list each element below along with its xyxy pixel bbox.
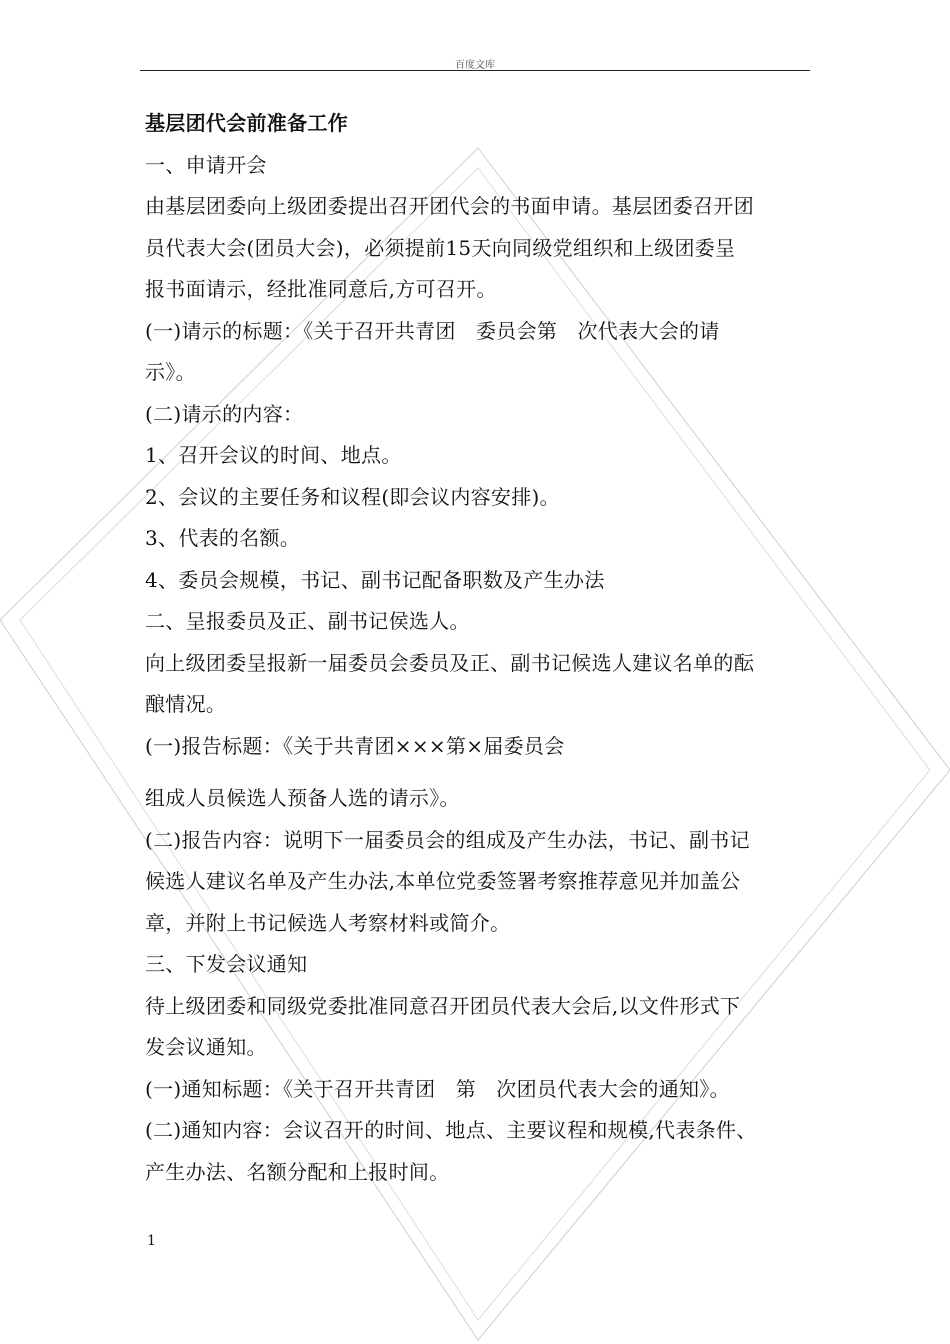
text-line: (二)请示的内容： (145, 401, 304, 426)
page-header (140, 58, 810, 71)
text-line: 报书面请示，经批准同意后,方可召开。 (145, 277, 497, 301)
text-line: (二)通知内容：会议召开的时间、地点、主要议程和规模,代表条件、 (145, 1118, 757, 1142)
text-line: 组成人员候选人预备人选的请示》。 (145, 786, 460, 810)
text-line: (一)请示的标题：《关于召开共青团 委员会第 次代表大会的请 (145, 318, 720, 343)
text-line: 候选人建议名单及产生办法,本单位党委签署考察推荐意见并加盖公 (145, 869, 741, 893)
text-line: 4、委员会规模，书记、副书记配备职数及产生办法 (145, 567, 605, 592)
text-line: 产生办法、名额分配和上报时间。 (145, 1159, 450, 1184)
text-line: 二、呈报委员及正、副书记侯选人。 (145, 609, 470, 633)
text-line: 由基层团委向上级团委提出召开团代会的书面申请。基层团委召开团 (145, 194, 754, 218)
text-line: 1、召开会议的时间、地点。 (145, 443, 402, 467)
text-line: 示》。 (145, 360, 196, 384)
text-line: 酿情况。 (145, 692, 227, 716)
text-line: 待上级团委和同级党委批准同意召开团员代表大会后,以文件形式下 (145, 993, 741, 1018)
text-line: 一、申请开会 (145, 152, 267, 177)
text-line: (一)通知标题：《关于召开共青团 第 次团员代表大会的通知》。 (145, 1076, 730, 1101)
page-number: 1 (147, 1233, 156, 1249)
text-line: 2、会议的主要任务和议程(即会议内容安排)。 (145, 484, 560, 509)
text-line: 三、下发会议通知 (145, 952, 308, 976)
document-title: 基层团代会前准备工作 (145, 111, 348, 135)
paragraph-block-1 (145, 145, 817, 768)
paragraph-block-2 (145, 778, 817, 1193)
document-body (145, 103, 817, 1193)
text-line: 章，并附上书记候选人考察材料或简介。 (145, 910, 511, 935)
text-line: 向上级团委呈报新一届委员会委员及正、副书记候选人建议名单的酝 (145, 650, 754, 675)
text-line: (二)报告内容：说明下一届委员会的组成及产生办法，书记、副书记 (145, 827, 750, 852)
header-text: 百度文库 (455, 60, 495, 71)
text-line: 员代表大会(团员大会)，必须提前15天向同级党组织和上级团委呈 (145, 235, 736, 260)
paragraph-gap (145, 767, 817, 778)
text-line: 发会议通知。 (145, 1035, 267, 1059)
text-line: 3、代表的名额。 (145, 526, 301, 550)
text-line: (一)报告标题：《关于共青团×××第×届委员会 (145, 733, 565, 758)
